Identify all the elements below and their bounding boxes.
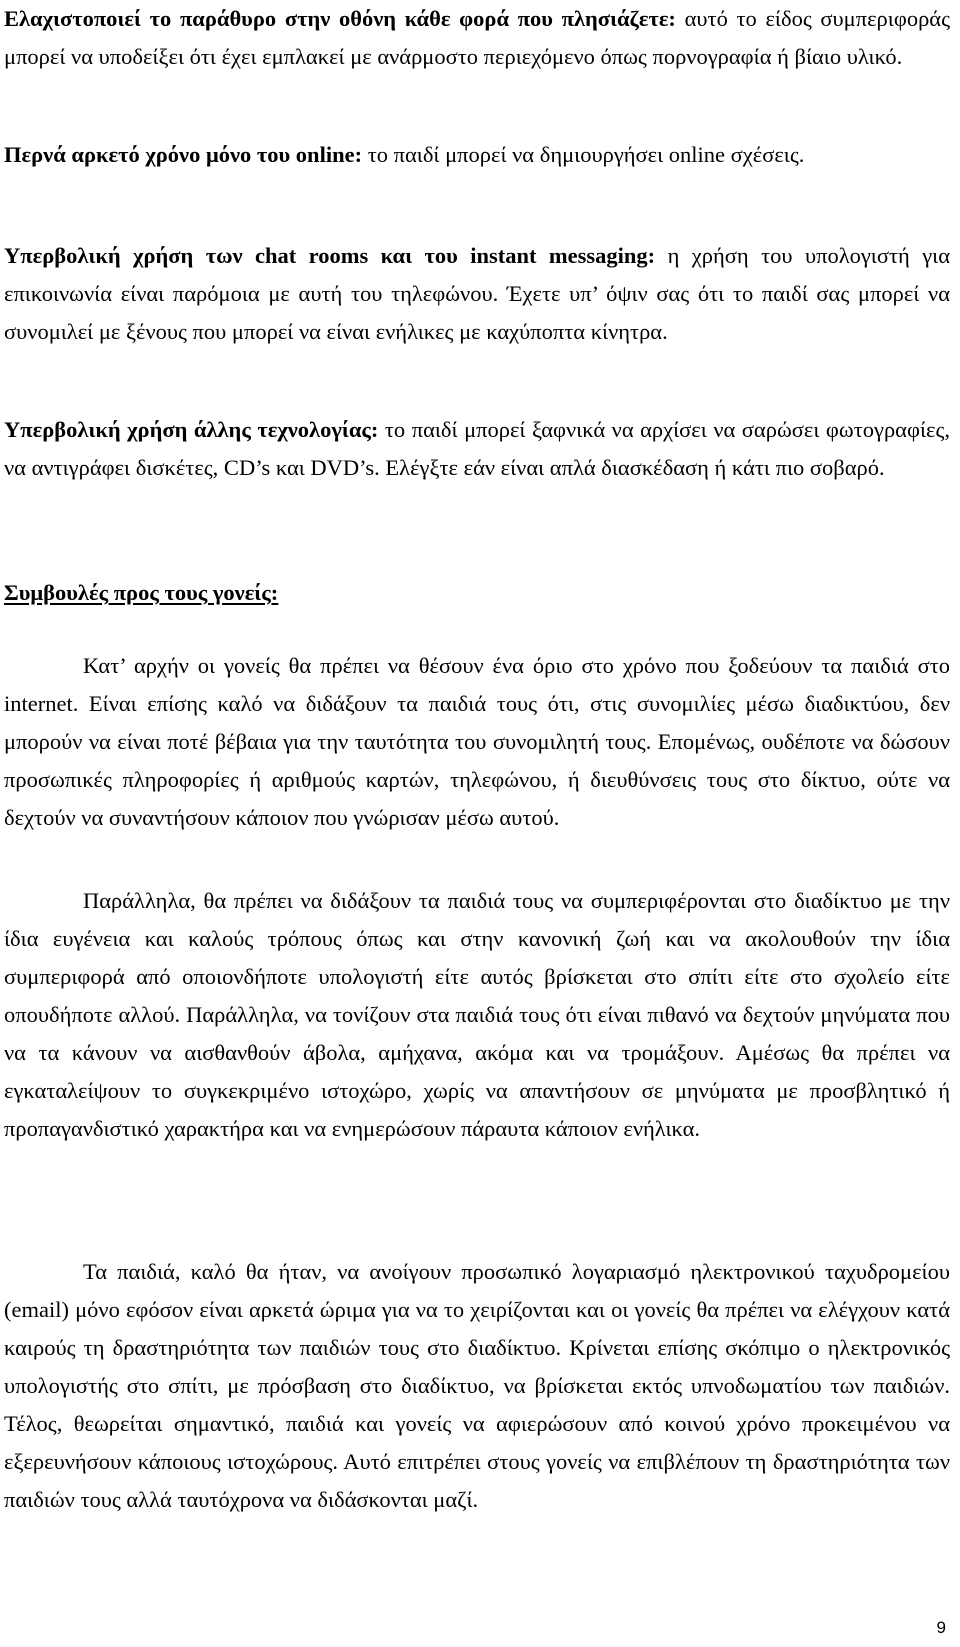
bullet-text: το παιδί μπορεί να δημιουργήσει online σχέσεις. bbox=[362, 142, 805, 167]
bullet-other-technology bbox=[4, 411, 950, 487]
bullet-time-online bbox=[4, 136, 950, 174]
section-heading: Συμβουλές προς τους γονείς: bbox=[4, 580, 279, 605]
bullet-lead: Περνά αρκετό χρόνο μόνο του online: bbox=[4, 142, 363, 167]
paragraph-online-behavior: Παράλληλα, θα πρέπει να διδάξουν τα παιδιά τους να συμπεριφέρονται στο διαδίκτυο με την ίδια ευγένεια και καλούς τρόπους όπως και στην κανονική ζωή και να ακολουθούν την ίδια συμπεριφορά από οποιονδήποτε υπολογιστή είτε αυτός βρίσκεται στο σπίτι είτε στο σχολείο είτε οπουδήποτε αλλού. Παράλληλα, να τονίζουν στα παιδιά τους ότι είναι πιθανό να δεχτούν μηνύματα που να τα κάνουν να αισθανθούν άβολα, αμήχανα, ακόμα και να τρομάξουν. Αμέσως θα πρέπει να εγκαταλείψουν το συγκεκριμένο ιστοχώρο, χωρίς να απαντήσουν σε μηνύματα με προσβλητικό ή προπαγανδιστικό χαρακτήρα και να ενημερώσουν πάραυτα κάποιον ενήλικα. bbox=[4, 888, 950, 1141]
bullet-lead: Υπερβολική χρήση των chat rooms και του instant messaging: bbox=[4, 243, 656, 268]
bullet-lead: Υπερβολική χρήση άλλης τεχνολογίας: bbox=[4, 417, 379, 442]
page-number: 9 bbox=[936, 1618, 946, 1637]
bullet-chat-rooms bbox=[4, 237, 950, 351]
bullet-text: το παιδί μπορεί ξαφνικά να αρχίσει να σαρώσει φωτογραφίες, να αντιγράφει δισκέτες, CD’s και DVD’s. Ελέγξτε εάν είναι απλά διασκέδαση ή κάτι πιο σοβαρό. bbox=[4, 417, 950, 480]
bullet-minimize-window bbox=[4, 0, 950, 76]
bullet-lead: Ελαχιστοποιεί το παράθυρο στην οθόνη κάθε φορά που πλησιάζετε: bbox=[4, 6, 676, 31]
bullet-text: η χρήση του υπολογιστή για επικοινωνία είναι παρόμοια με αυτή του τηλεφώνου. Έχετε υπ’ όψιν σας ότι το παιδί σας μπορεί να συνομιλεί με ξένους που μπορεί να είναι ενήλικες με καχύποπτα κίνητρα. bbox=[4, 243, 951, 344]
bullet-text: αυτό το είδος συμπεριφοράς μπορεί να υποδείξει ότι έχει εμπλακεί με ανάρμοστο περιεχόμενο όπως πορνογραφία ή βίαιο υλικό. bbox=[4, 6, 950, 69]
paragraph-time-limit: Κατ’ αρχήν οι γονείς θα πρέπει να θέσουν ένα όριο στο χρόνο που ξοδεύουν τα παιδιά στο internet. Είναι επίσης καλό να διδάξουν τα παιδιά τους ότι, στις συνομιλίες μέσω διαδικτύου, δεν μπορούν να είναι ποτέ βέβαια για την ταυτότητα του συνομιλητή τους. Επομένως, ουδέποτε να δώσουν προσωπικές πληροφορίες ή αριθμούς καρτών, τηλεφώνου, ή διευθύνσεις τους στο δίκτυο, ούτε να δεχτούν να συναντήσουν κάποιον που γνώρισαν μέσω αυτού. bbox=[4, 653, 950, 830]
paragraph-email-account: Τα παιδιά, καλό θα ήταν, να ανοίγουν προσωπικό λογαριασμό ηλεκτρονικού ταχυδρομείου (email) μόνο εφόσον είναι αρκετά ώριμα για να το χειρίζονται και οι γονείς θα πρέπει να ελέγχουν κατά καιρούς τη δραστηριότητα των παιδιών τους στο διαδίκτυο. Κρίνεται επίσης σκόπιμο ο ηλεκτρονικός υπολογιστής στο σπίτι, με πρόσβαση στο διαδίκτυο, να βρίσκεται εκτός υπνοδωματίου των παιδιών. Τέλος, θεωρείται σημαντικό, παιδιά και γονείς να αφιερώσουν από κοινού χρόνο προκειμένου να εξερευνήσουν κάποιους ιστοχώρους. Αυτό επιτρέπει στους γονείς να επιβλέπουν τη δραστηριότητα των παιδιών τους αλλά ταυτόχρονα να διδάσκονται μαζί. bbox=[4, 1259, 950, 1512]
